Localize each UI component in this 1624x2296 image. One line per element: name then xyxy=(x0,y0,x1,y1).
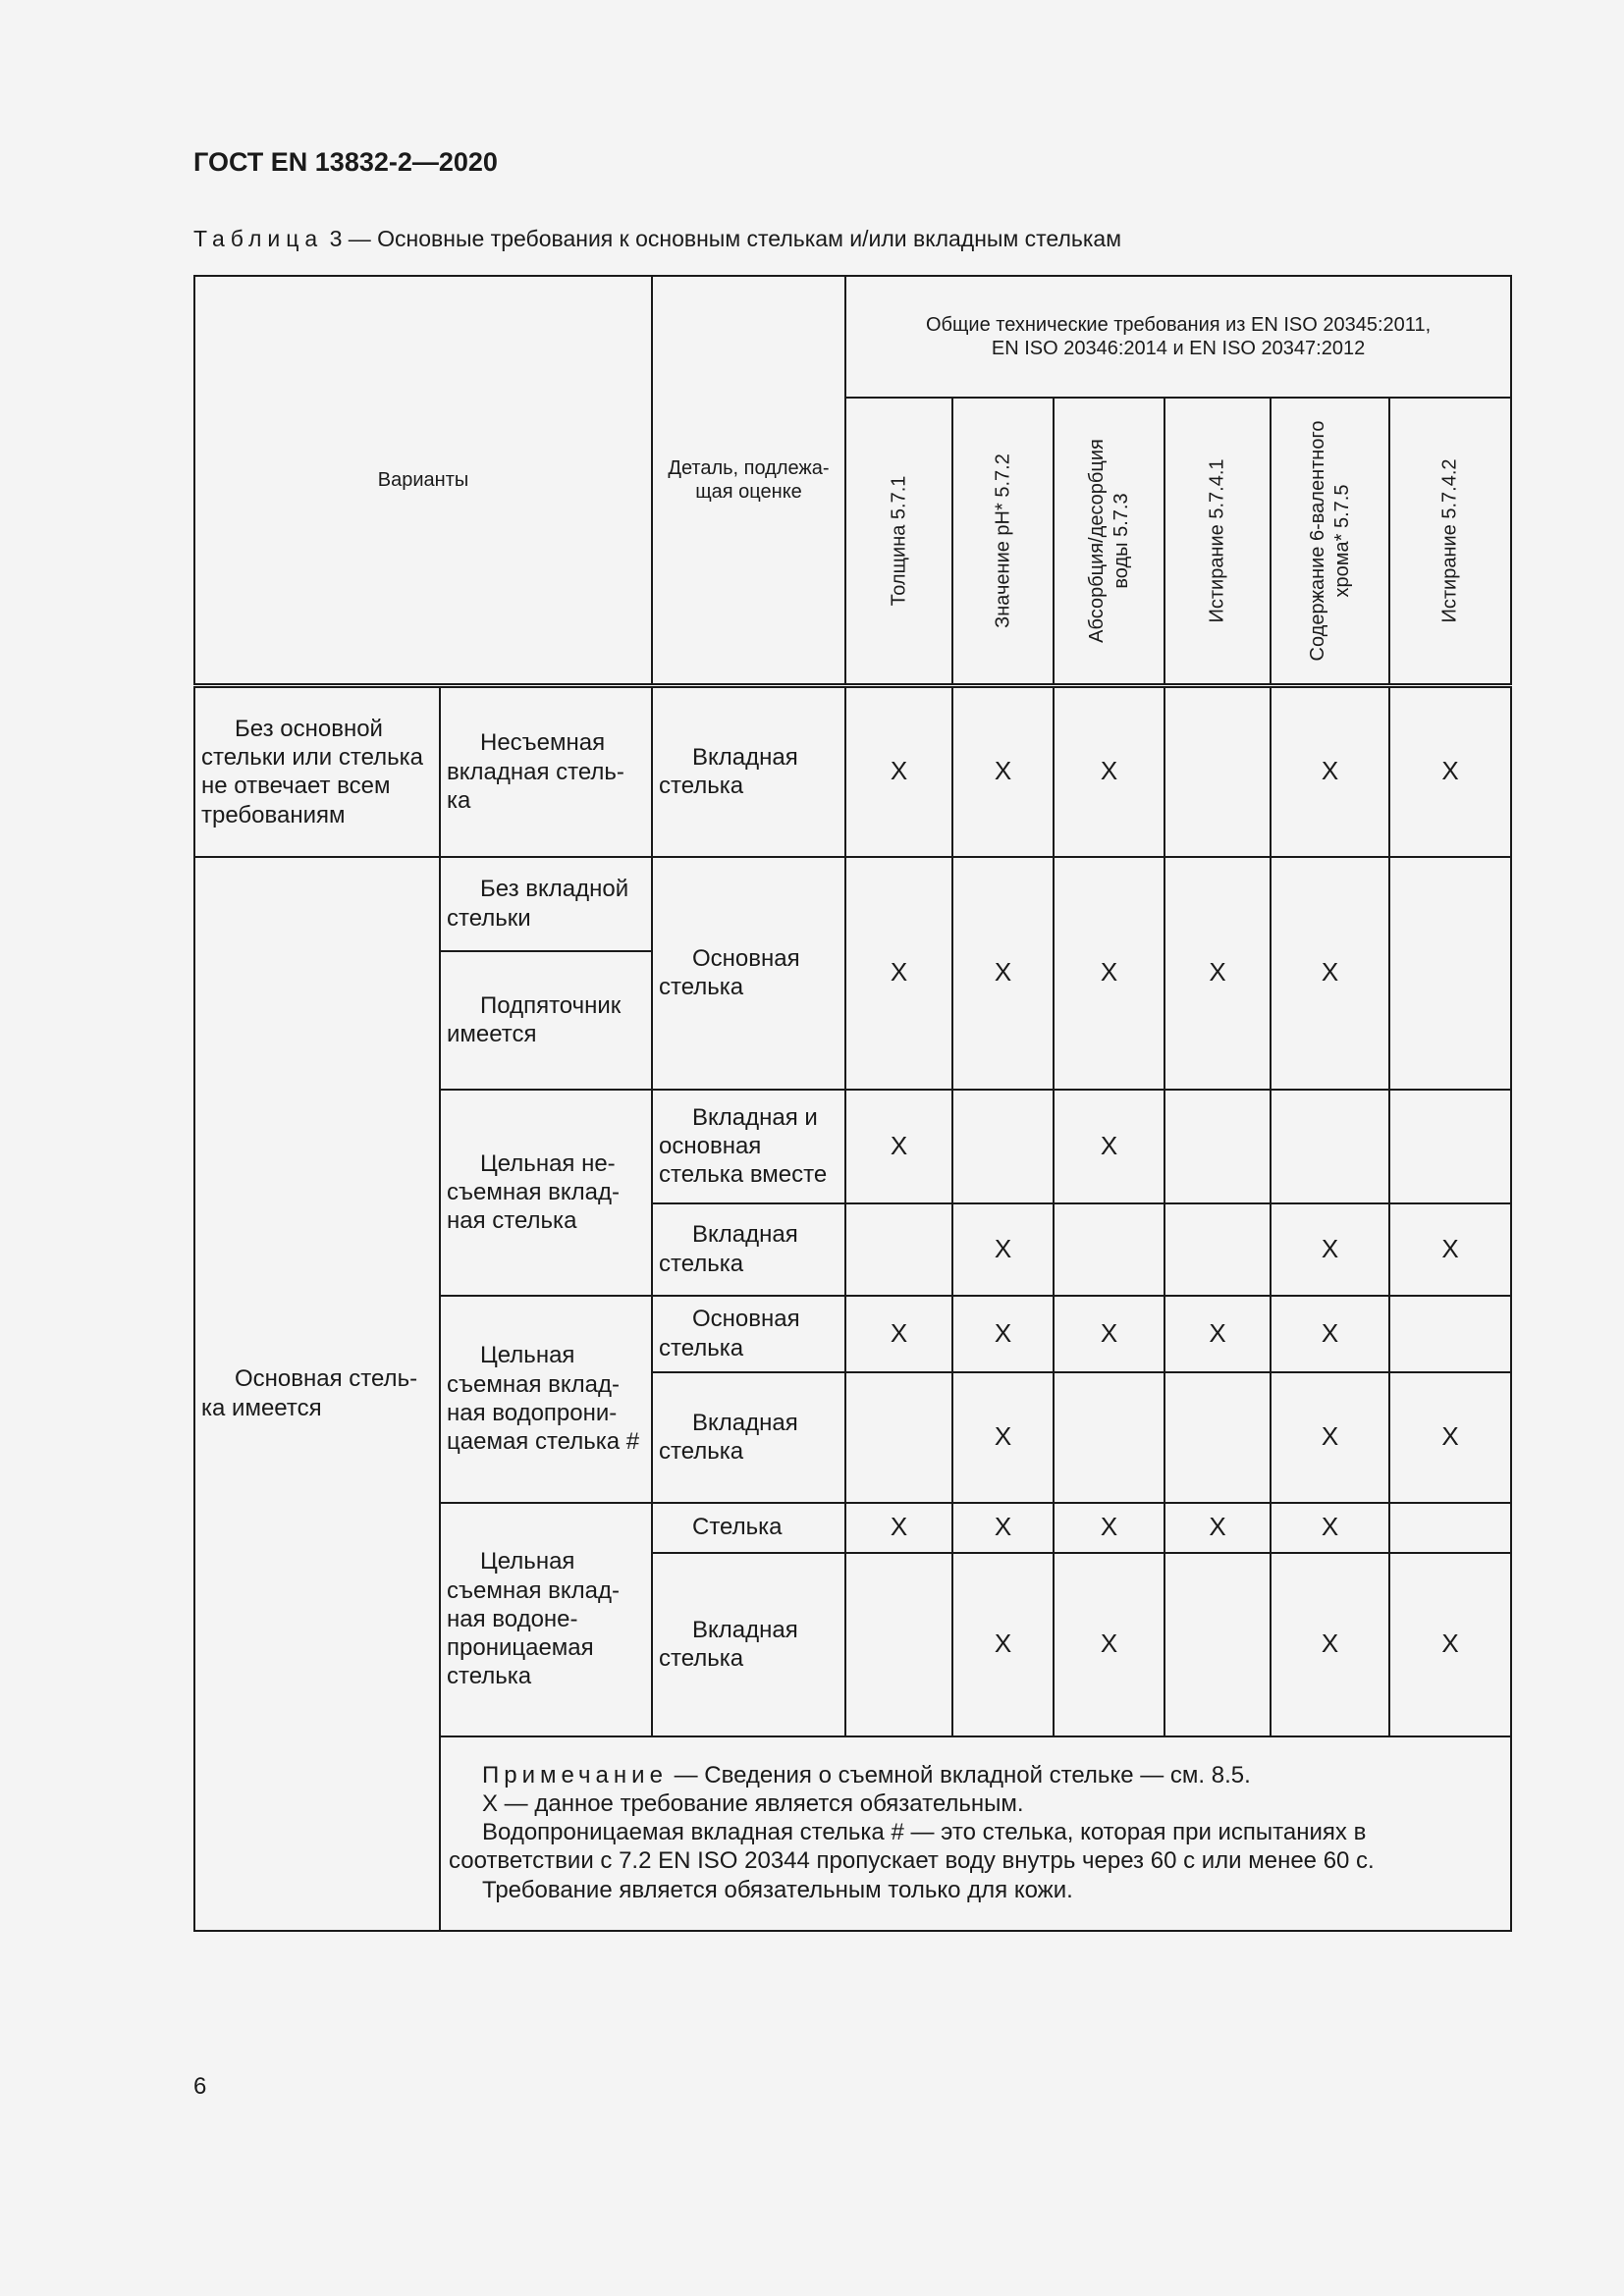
detail-header: Деталь, подлежа-щая оценке xyxy=(652,276,845,686)
variants-header: Варианты xyxy=(194,276,652,686)
col-thickness-label: Толщина 5.7.1 xyxy=(888,475,909,607)
variant-a: Без основной стельки или стелька не отвечает всем требованиям xyxy=(194,686,440,857)
mark-cell: X xyxy=(1389,686,1511,857)
detail-cell: Основная стелька xyxy=(652,1296,845,1372)
mark-cell: X xyxy=(952,1553,1054,1736)
detail-cell: Вкладная стелька xyxy=(652,1203,845,1296)
mark-cell: X xyxy=(952,857,1054,1090)
empty-cell xyxy=(1054,1372,1164,1503)
empty-cell xyxy=(845,1372,952,1503)
mark-cell: X xyxy=(1389,1203,1511,1296)
empty-cell xyxy=(1164,1090,1271,1203)
note-line-1-text: — Сведения о съемной вкладной стельке — см. 8.5. xyxy=(667,1761,1251,1789)
mark-cell: X xyxy=(1054,1503,1164,1553)
mark-cell: X xyxy=(1271,1203,1389,1296)
col-ph-label: Значение pH* 5.7.2 xyxy=(992,454,1013,628)
mark-cell: X xyxy=(845,857,952,1090)
sub-variant: Подпяточник имеется xyxy=(440,951,652,1090)
empty-cell xyxy=(1164,1372,1271,1503)
sub-variant: Цельная не-съемная вклад-ная стелька xyxy=(440,1090,652,1296)
mark-cell: X xyxy=(1164,1503,1271,1553)
detail-cell: Вкладная стелька xyxy=(652,686,845,857)
note-line-4: Требование является обязательным только для кожи. xyxy=(482,1876,1073,1903)
mark-cell: X xyxy=(1389,1372,1511,1503)
empty-cell xyxy=(1164,1203,1271,1296)
mark-cell: X xyxy=(1271,1553,1389,1736)
general-header-line2: EN ISO 20346:2014 и EN ISO 20347:2012 xyxy=(991,338,1366,359)
detail-cell: Вкладная стелька xyxy=(652,1553,845,1736)
mark-cell: X xyxy=(952,686,1054,857)
empty-cell xyxy=(845,1203,952,1296)
col-absorption-label: Абсорбция/десорбция воды 5.7.3 xyxy=(1085,439,1132,643)
empty-cell xyxy=(845,1553,952,1736)
note-line-1 xyxy=(449,1761,1502,1789)
sub-variant: Цельная съемная вклад-ная водоне-проницаемая стелька xyxy=(440,1503,652,1736)
variant-b: Основная стель-ка имеется xyxy=(194,857,440,1931)
col-abrasion-1 xyxy=(1164,398,1271,686)
col-ph xyxy=(952,398,1054,686)
mark-cell: X xyxy=(845,686,952,857)
general-header-line1: Общие технические требования из EN ISO 20345:2011, xyxy=(925,313,1432,336)
mark-cell: X xyxy=(952,1203,1054,1296)
empty-cell xyxy=(1271,1090,1389,1203)
col-chromium-label: Содержание 6-валентного хрома* 5.7.5 xyxy=(1306,420,1353,662)
table-caption xyxy=(193,226,1121,252)
mark-cell: X xyxy=(1271,1296,1389,1372)
detail-cell: Стелька xyxy=(652,1503,845,1553)
mark-cell: X xyxy=(1271,686,1389,857)
empty-cell xyxy=(1389,1296,1511,1372)
mark-cell: X xyxy=(845,1296,952,1372)
table-note xyxy=(440,1736,1511,1931)
general-requirements-header xyxy=(845,276,1511,398)
detail-cell: Вкладная и основная стелька вместе xyxy=(652,1090,845,1203)
mark-cell: X xyxy=(1054,1553,1164,1736)
mark-cell: X xyxy=(1271,1372,1389,1503)
mark-cell: X xyxy=(1164,1296,1271,1372)
mark-cell: X xyxy=(845,1503,952,1553)
detail-cell: Вкладная стелька xyxy=(652,1372,845,1503)
mark-cell: X xyxy=(952,1372,1054,1503)
sub-variant: Несъемная вкладная стель-ка xyxy=(440,686,652,857)
table-row xyxy=(194,686,1511,857)
col-chromium xyxy=(1271,398,1389,686)
detail-cell: Основная стелька xyxy=(652,857,845,1090)
empty-cell xyxy=(1054,1203,1164,1296)
empty-cell xyxy=(1389,1090,1511,1203)
mark-cell: X xyxy=(1054,1090,1164,1203)
mark-cell: X xyxy=(1054,1296,1164,1372)
empty-cell xyxy=(952,1090,1054,1203)
caption-word: Таблица xyxy=(193,226,324,251)
mark-cell: X xyxy=(1054,686,1164,857)
document-id: ГОСТ EN 13832-2—2020 xyxy=(193,147,498,177)
mark-cell: X xyxy=(1271,857,1389,1090)
sub-variant: Без вкладной стельки xyxy=(440,857,652,951)
table-row xyxy=(194,857,1511,951)
empty-cell xyxy=(1389,857,1511,1090)
note-line-3: Водопроницаемая вкладная стелька # — это стелька, которая при испытаниях в соответствии с 7.2 EN ISO 20344 пропускает воду внутрь через 60 с или менее 60 с. xyxy=(449,1819,1375,1875)
requirements-table xyxy=(193,275,1512,1932)
mark-cell: X xyxy=(1389,1553,1511,1736)
note-line-2: X — данное требование является обязательным. xyxy=(482,1789,1024,1817)
mark-cell: X xyxy=(1271,1503,1389,1553)
mark-cell: X xyxy=(1164,857,1271,1090)
page-number: 6 xyxy=(193,2073,207,2100)
sub-variant: Цельная съемная вклад-ная водопрони-цаемая стелька # xyxy=(440,1296,652,1503)
mark-cell: X xyxy=(1054,857,1164,1090)
col-abrasion-2 xyxy=(1389,398,1511,686)
col-abrasion-2-label: Истирание 5.7.4.2 xyxy=(1438,458,1461,623)
mark-cell: X xyxy=(952,1503,1054,1553)
mark-cell: X xyxy=(952,1296,1054,1372)
col-thickness xyxy=(845,398,952,686)
empty-cell xyxy=(1164,686,1271,857)
caption-text: 3 — Основные требования к основным стелькам и/или вкладным стелькам xyxy=(329,226,1122,251)
col-abrasion-1-label: Истирание 5.7.4.1 xyxy=(1206,458,1228,623)
note-label: Примечание xyxy=(482,1761,668,1789)
mark-cell: X xyxy=(845,1090,952,1203)
col-absorption xyxy=(1054,398,1164,686)
empty-cell xyxy=(1389,1503,1511,1553)
empty-cell xyxy=(1164,1553,1271,1736)
